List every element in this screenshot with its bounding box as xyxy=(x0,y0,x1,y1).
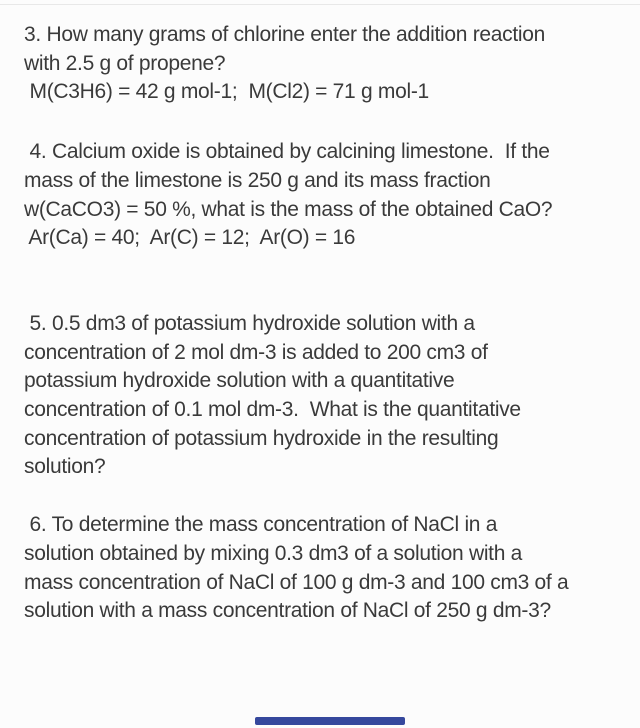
question-6-line: solution obtained by mixing 0.3 dm3 of a solution with a xyxy=(24,541,523,565)
question-3-line: 3. How many grams of chlorine enter the addition reaction xyxy=(24,23,546,46)
question-5-line: concentration of 2 mol dm-3 is added to 200 cm3 of xyxy=(24,340,488,364)
question-5 xyxy=(24,310,624,482)
question-6-line: mass concentration of NaCl of 100 g dm-3 and 100 cm3 of a xyxy=(24,570,569,594)
bottom-indicator-bar[interactable] xyxy=(255,717,405,725)
question-4-atomic-masses: Ar(Ca) = 40; Ar(C) = 12; Ar(O) = 16 xyxy=(24,226,356,250)
question-4-line: mass of the limestone is 250 g and its mass fraction xyxy=(24,168,491,192)
worksheet-page xyxy=(24,21,624,626)
question-3 xyxy=(24,21,624,107)
question-5-line: potassium hydroxide solution with a quantitative xyxy=(24,369,455,393)
question-3-line: with 2.5 g of propene? xyxy=(24,51,226,75)
question-4 xyxy=(24,138,624,253)
question-5-line: concentration of potassium hydroxide in the resulting xyxy=(24,426,499,450)
top-divider xyxy=(0,4,640,5)
question-4-line: 4. Calcium oxide is obtained by calcining limestone. If the xyxy=(24,140,550,164)
question-3-molar-masses: M(C3H6) = 42 g mol-1; M(Cl2) = 71 g mol-1 xyxy=(24,80,429,104)
question-6-line: 6. To determine the mass concentration of NaCl in a xyxy=(24,513,498,537)
question-5-line: solution? xyxy=(24,455,106,479)
question-4-line: w(CaCO3) = 50 %, what is the mass of the obtained CaO? xyxy=(24,197,553,221)
question-5-line: 5. 0.5 dm3 of potassium hydroxide solution with a xyxy=(24,311,475,335)
question-5-line: concentration of 0.1 mol dm-3. What is the quantitative xyxy=(24,398,521,422)
question-6 xyxy=(24,511,624,626)
question-6-line: solution with a mass concentration of NaCl of 250 g dm-3? xyxy=(24,599,551,623)
